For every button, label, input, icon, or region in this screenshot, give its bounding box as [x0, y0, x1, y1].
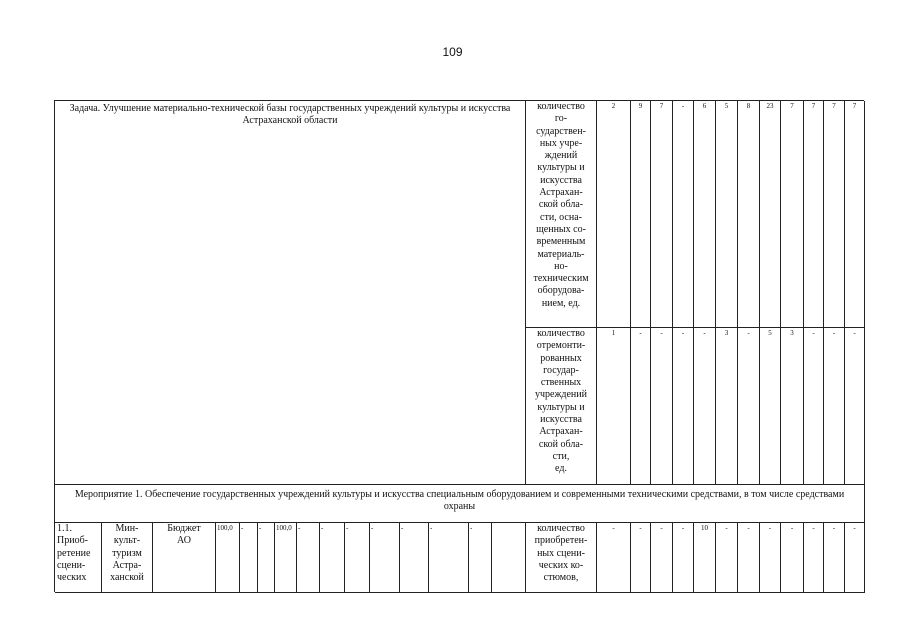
finance-value-cell: -	[345, 523, 370, 593]
finance-value-cell: -	[320, 523, 345, 593]
indicator-value-cell: -	[824, 523, 845, 593]
indicator-name-line: рованных	[540, 352, 582, 364]
indicator-name-line: Астрахан-	[539, 426, 583, 438]
indicator-value-cell: 3	[781, 328, 804, 485]
indicator-value-cell: -	[804, 328, 824, 485]
indicator-value-cell: -	[824, 328, 845, 485]
indicator-value-cell: 10	[694, 523, 716, 593]
indicator-value-cell: 6	[694, 101, 716, 328]
indicator-value-cell: -	[651, 523, 673, 593]
indicator-name-line: культуры и	[537, 401, 585, 413]
source-line: Бюджет	[167, 523, 201, 534]
indicator-value-cell: 23	[760, 101, 781, 328]
row-number-line: ческих	[57, 572, 87, 584]
indicator-name-line: ственных	[540, 377, 582, 389]
indicator-value-cell: -	[673, 328, 694, 485]
indicator-name-line: нием, ед.	[541, 297, 581, 309]
indicator-value-cell: 7	[845, 101, 865, 328]
finance-value-cell: -	[240, 523, 258, 593]
indicator-value-cell: 1	[597, 328, 631, 485]
finance-value-cell: 100,0	[275, 523, 297, 593]
indicator-name-line: Астрахан-	[539, 187, 583, 199]
finance-value-cell	[492, 523, 526, 593]
finance-value-cell: -	[370, 523, 400, 593]
indicator-value-cell: -	[760, 523, 781, 593]
indicator-name-line: государ-	[543, 364, 579, 376]
indicator-name-line: стюмов,	[543, 572, 579, 584]
finance-value-cell: -	[297, 523, 320, 593]
indicator-name-cell	[526, 523, 597, 593]
finance-value-cell: -	[258, 523, 275, 593]
indicator-name-line: количество	[537, 523, 585, 534]
finance-value-cell: 100,0	[216, 523, 240, 593]
indicator-name-line: техническим	[533, 273, 589, 285]
indicator-name-line: количество	[537, 101, 585, 112]
indicator-name-line: ед.	[555, 463, 567, 475]
document-table	[54, 100, 864, 592]
indicator-value-cell: -	[631, 523, 651, 593]
indicator-name-line: ческих ко-	[538, 559, 584, 571]
indicator-name-line: но-	[554, 260, 568, 272]
source-cell	[153, 523, 216, 593]
indicator-name-line: приобретен-	[534, 535, 588, 547]
row-number-line: Приоб-	[57, 535, 88, 547]
row-number-cell	[55, 523, 102, 593]
indicator-value-cell: -	[845, 523, 865, 593]
indicator-name-line: щенных со-	[536, 223, 586, 235]
indicator-value-cell: 7	[804, 101, 824, 328]
indicator-name-line: культуры и	[537, 162, 585, 174]
indicator-name-line: го-	[554, 113, 568, 125]
indicator-name-line: ных сцени-	[537, 547, 585, 559]
indicator-name-line: ской обла-	[538, 438, 584, 450]
executor-line: ханской	[110, 572, 144, 584]
row-number-line: ретение	[57, 547, 91, 559]
indicator-name-line: сти,	[552, 450, 570, 462]
indicator-value-cell: 8	[738, 101, 760, 328]
executor-line: Мин-	[115, 523, 139, 534]
indicator-name-line: ных учре-	[539, 137, 583, 149]
indicator-value-cell: 3	[716, 328, 738, 485]
source-line: АО	[177, 535, 191, 547]
indicator-name-line: количество	[537, 328, 585, 339]
indicator-value-cell: -	[673, 523, 694, 593]
indicator-name-line: оборудова-	[537, 285, 585, 297]
executor-line: культ-	[113, 535, 141, 547]
indicator-value-cell: -	[804, 523, 824, 593]
indicator-value-cell: 7	[651, 101, 673, 328]
indicator-name-cell	[526, 328, 597, 485]
indicator-value-cell: 7	[781, 101, 804, 328]
indicator-name-line: отремонти-	[536, 340, 586, 352]
row-number-line: 1.1.	[57, 523, 72, 534]
finance-value-cell: -	[429, 523, 469, 593]
indicator-name-cell	[526, 101, 597, 328]
indicator-name-line: искусства	[540, 414, 582, 426]
indicator-value-cell: -	[597, 523, 631, 593]
executor-line: туризм	[112, 547, 142, 559]
indicator-value-cell: 2	[597, 101, 631, 328]
indicator-name-line: материаль-	[537, 248, 585, 260]
indicator-name-line: учреждений	[535, 389, 587, 401]
task-cell	[55, 101, 526, 485]
indicator-value-cell: 9	[631, 101, 651, 328]
indicator-name-line: искусства	[540, 174, 582, 186]
finance-value-cell: -	[469, 523, 492, 593]
indicator-value-cell: 5	[716, 101, 738, 328]
indicator-name-line: сти, осна-	[540, 211, 582, 223]
finance-value-cell: -	[400, 523, 429, 593]
indicator-value-cell: -	[738, 523, 760, 593]
indicator-name-line: ской обла-	[538, 199, 584, 211]
indicator-value-cell: -	[631, 328, 651, 485]
indicator-name-line: временным	[536, 236, 586, 248]
indicator-value-cell: -	[845, 328, 865, 485]
indicator-value-cell: -	[694, 328, 716, 485]
row-number-line: сцени-	[57, 559, 86, 571]
indicator-name-line: сударствен-	[536, 125, 586, 137]
task-text: Задача. Улучшение материально-технической базы государственных учреждений культуры и искусства Астраханской области	[69, 103, 511, 127]
indicator-value-cell: -	[716, 523, 738, 593]
measure-cell	[55, 485, 865, 523]
executor-line: Астра-	[112, 559, 142, 571]
indicator-value-cell: -	[738, 328, 760, 485]
indicator-value-cell: 7	[824, 101, 845, 328]
measure-text: Мероприятие 1. Обеспечение государственных учреждений культуры и искусства специальным оборудованием и современными техническими средствами, в том числе средствами охраны	[74, 489, 845, 513]
indicator-name-line: ждений	[544, 150, 578, 162]
indicator-value-cell: -	[781, 523, 804, 593]
indicator-value-cell: 5	[760, 328, 781, 485]
indicator-value-cell: -	[651, 328, 673, 485]
executor-cell	[102, 523, 153, 593]
page-number: 109	[442, 45, 463, 59]
indicator-value-cell: -	[673, 101, 694, 328]
